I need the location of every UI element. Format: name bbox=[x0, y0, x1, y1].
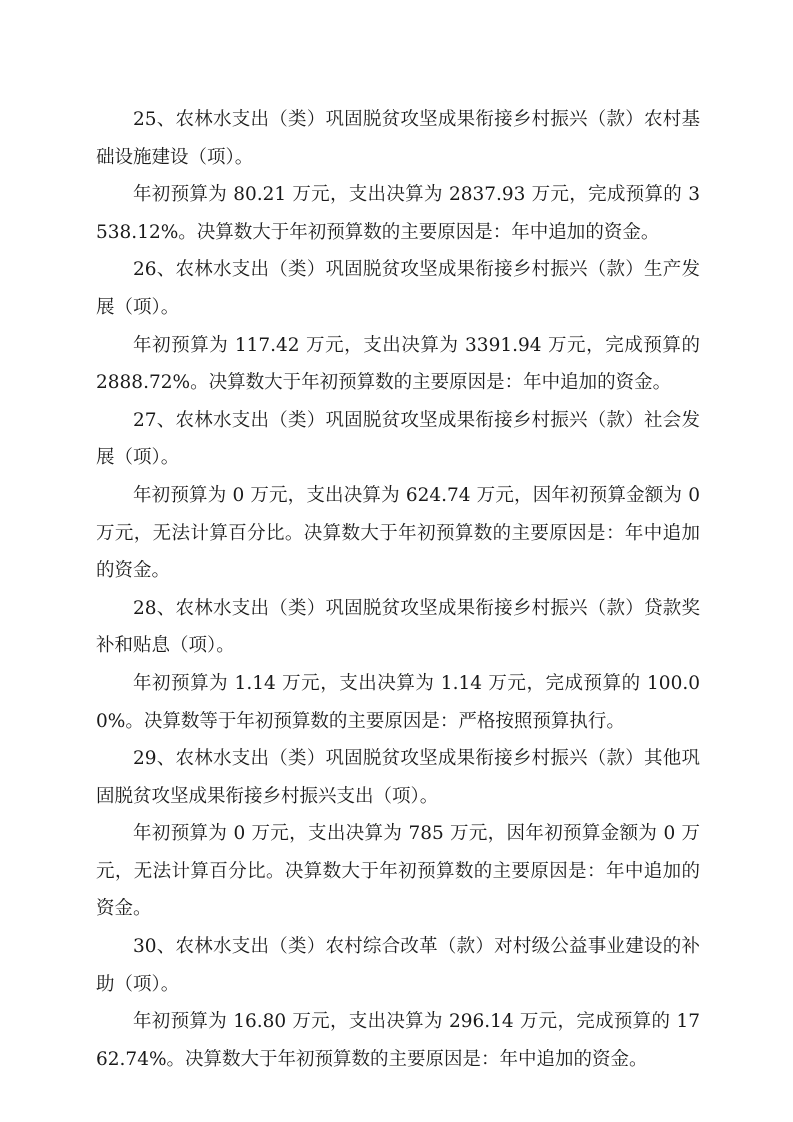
item-25-heading: 25、农林水支出（类）巩固脱贫攻坚成果衔接乡村振兴（款）农村基础设施建设（项）。 bbox=[96, 109, 700, 168]
item-25-detail: 年初预算为 80.21 万元，支出决算为 2837.93 万元，完成预算的 3538.12%。决算数大于年初预算数的主要原因是：年中追加的资金。 bbox=[96, 184, 700, 243]
item-27-heading: 27、农林水支出（类）巩固脱贫攻坚成果衔接乡村振兴（款）社会发展（项）。 bbox=[96, 409, 700, 469]
item-26-heading: 26、农林水支出（类）巩固脱贫攻坚成果衔接乡村振兴（款）生产发展（项）。 bbox=[96, 259, 700, 318]
item-28-heading: 28、农林水支出（类）巩固脱贫攻坚成果衔接乡村振兴（款）贷款奖补和贴息（项）。 bbox=[96, 597, 700, 657]
item-30-heading: 30、农林水支出（类）农村综合改革（款）对村级公益事业建设的补助（项）。 bbox=[96, 936, 700, 995]
item-26-detail: 年初预算为 117.42 万元，支出决算为 3391.94 万元，完成预算的 2888.72%。决算数大于年初预算数的主要原因是：年中追加的资金。 bbox=[96, 334, 700, 394]
item-27-detail: 年初预算为 0 万元，支出决算为 624.74 万元，因年初预算金额为 0 万元，无法计算百分比。决算数大于年初预算数的主要原因是：年中追加的资金。 bbox=[96, 484, 700, 582]
item-28-detail: 年初预算为 1.14 万元，支出决算为 1.14 万元，完成预算的 100.00%。决算数等于年初预算数的主要原因是：严格按照预算执行。 bbox=[96, 672, 700, 732]
document-body bbox=[96, 101, 700, 1078]
item-30-detail: 年初预算为 16.80 万元，支出决算为 296.14 万元，完成预算的 1762.74%。决算数大于年初预算数的主要原因是：年中追加的资金。 bbox=[96, 1011, 700, 1070]
item-29-heading: 29、农林水支出（类）巩固脱贫攻坚成果衔接乡村振兴（款）其他巩固脱贫攻坚成果衔接乡村振兴支出（项）。 bbox=[96, 748, 700, 807]
item-29-detail: 年初预算为 0 万元，支出决算为 785 万元，因年初预算金额为 0 万元，无法计算百分比。决算数大于年初预算数的主要原因是：年中追加的资金。 bbox=[96, 823, 700, 920]
